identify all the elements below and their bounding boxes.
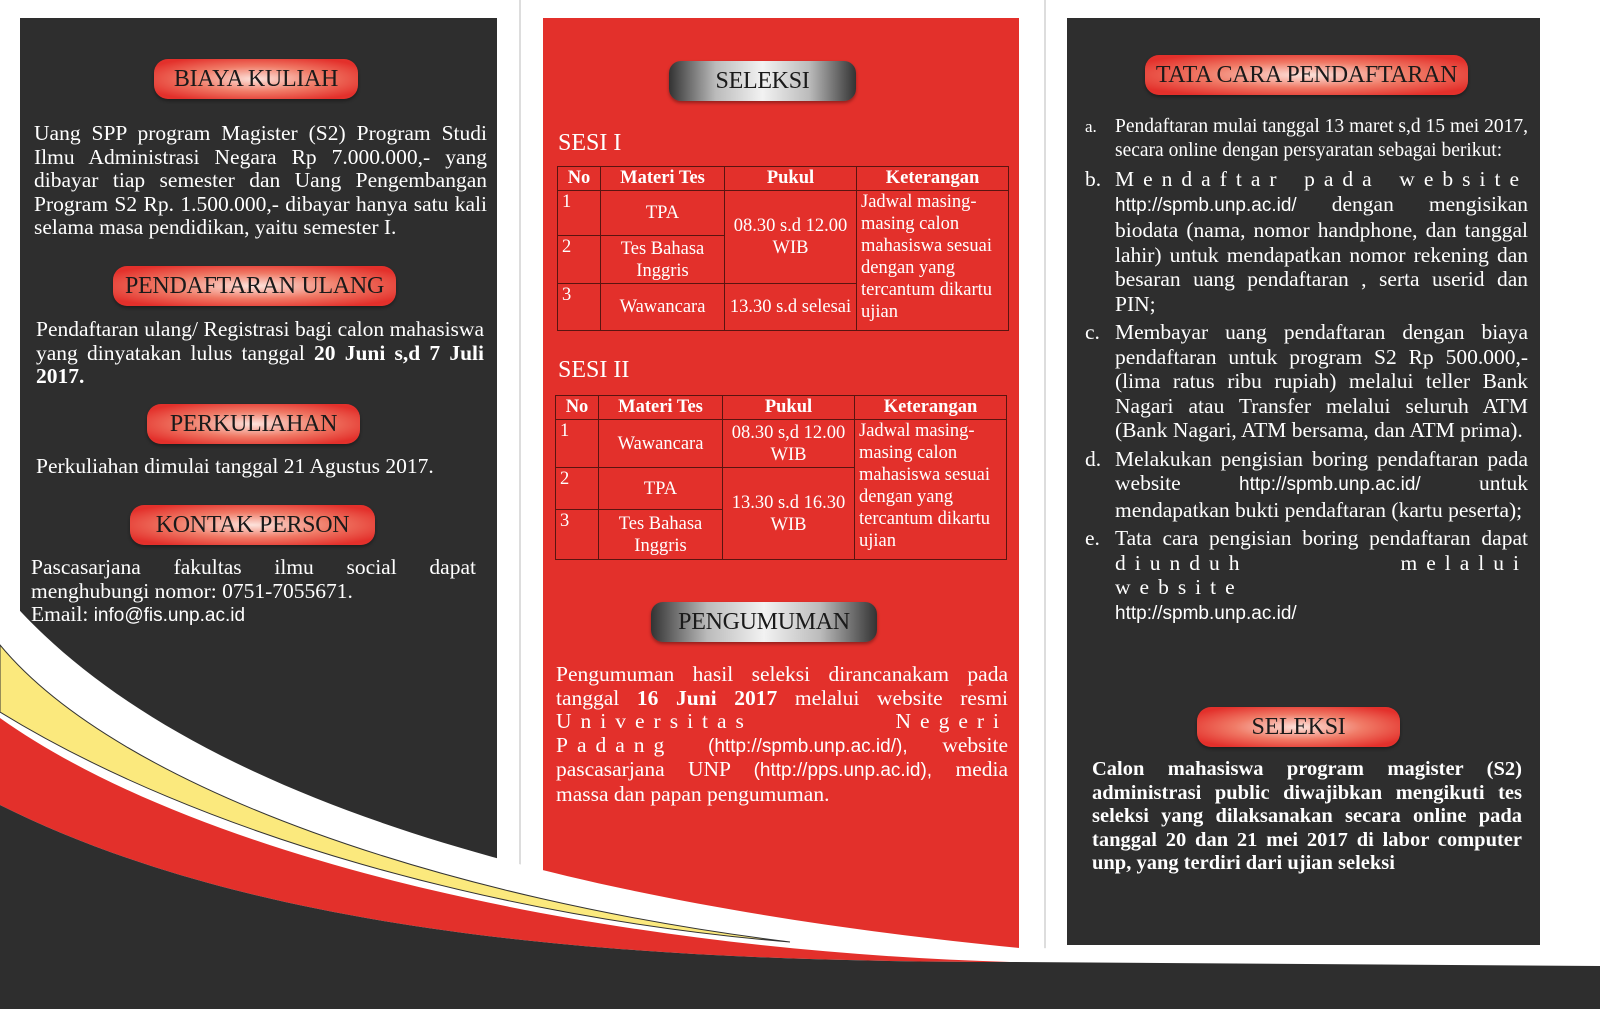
cell-pukul: 08.30 s.d 12.00 WIB <box>725 191 857 284</box>
table-row <box>558 191 1009 236</box>
item-text: Melakukan pengisian boring pendaftaran pada website <box>1115 446 1528 495</box>
item-key: c. <box>1085 320 1100 344</box>
pendaftaran-ulang-heading: PENDAFTARAN ULANG <box>113 266 396 306</box>
item-key: a. <box>1085 117 1097 136</box>
pengumuman-text <box>556 663 1008 806</box>
biaya-kuliah-heading: BIAYA KULIAH <box>154 59 358 99</box>
col-header: Pukul <box>723 396 855 420</box>
cell-no: 2 <box>558 236 601 284</box>
col-header: Keterangan <box>855 396 1007 420</box>
list-item <box>1085 526 1528 626</box>
item-key: e. <box>1085 526 1100 550</box>
list-item <box>1085 167 1528 316</box>
col-header: Keterangan <box>857 167 1009 191</box>
spmb-link[interactable]: http://spmb.unp.ac.id/ <box>1115 194 1297 216</box>
sesi-1-table <box>557 166 1009 331</box>
cell-keterangan: Jadwal masing-masing calon mahasiswa sesuai dengan yang tercantum dikartu ujian <box>857 191 1009 331</box>
list-item <box>1085 447 1528 523</box>
pengumuman-heading: PENGUMUMAN <box>651 602 877 642</box>
cell-no: 2 <box>556 468 599 510</box>
cell-materi: Wawancara <box>599 420 723 468</box>
cell-materi: Tes Bahasa Inggris <box>599 510 723 560</box>
cell-pukul: 13.30 s.d selesai <box>725 284 857 331</box>
col-header: No <box>558 167 601 191</box>
cell-no: 1 <box>556 420 599 468</box>
col-header: No <box>556 396 599 420</box>
biaya-kuliah-text: Uang SPP program Magister (S2) Program Studi Ilmu Administrasi Negara Rp 7.000.000,- yang dibayar tiap semester dan Uang Pengembangan Program S2 Rp. 1.500.000,- dibayar hanya satu kali selama masa pendidikan, yaitu semester I. <box>34 121 487 239</box>
item-text: Mendaftar pada website <box>1115 167 1528 191</box>
seleksi-right-heading: SELEKSI <box>1197 707 1400 747</box>
cell-keterangan: Jadwal masing-masing calon mahasiswa sesuai dengan yang tercantum dikartu ujian <box>855 420 1007 560</box>
item-text: Pendaftaran mulai tanggal 13 maret s,d 15 mei 2017, secara online dengan persyaratan sebagai berikut: <box>1115 116 1528 161</box>
text: melalui website resmi <box>794 685 1009 710</box>
cell-no: 3 <box>558 284 601 331</box>
cell-materi: Wawancara <box>601 284 725 331</box>
text: website pascasarjana UNP <box>556 732 1009 781</box>
item-text: Membayar uang pendaftaran dengan biaya pendaftaran untuk program S2 Rp 500.000,- (lima ratus ribu rupiah) melalui teller Bank Nagari atau Transfer melalui seluruh ATM (Bank Nagari, ATM bersama, dan ATM prima). <box>1115 320 1528 442</box>
cell-materi: TPA <box>601 191 725 236</box>
item-text: untuk mendapatkan bukti pendaftaran (kartu peserta); <box>1115 471 1528 522</box>
perkuliahan-text: Perkuliahan dimulai tanggal 21 Agustus 2017. <box>36 454 434 478</box>
kontak-person-heading: KONTAK PERSON <box>130 505 375 545</box>
col-header: Pukul <box>725 167 857 191</box>
list-item <box>1085 115 1528 163</box>
kontak-text: Pascasarjana fakultas ilmu social dapat menghubungi nomor: 0751-7055671. <box>31 555 476 603</box>
text: Universitas Negeri Padang <box>556 709 1008 757</box>
cell-pukul: 13.30 s.d 16.30 WIB <box>723 468 855 560</box>
seleksi-right-text: Calon mahasiswa program magister (S2) administrasi public diwajibkan mengikuti tes seleksi yang dilaksanakan secara online pada tanggal 20 dan 21 mei 2017 di labor computer unp, yang terdiri dari ujian seleksi <box>1092 758 1522 874</box>
col-header: Materi Tes <box>599 396 723 420</box>
spmb-link[interactable]: http://spmb.unp.ac.id/ <box>1115 602 1297 624</box>
cell-no: 1 <box>558 191 601 236</box>
text: media massa dan papan pengumuman. <box>556 757 1009 806</box>
registration-steps <box>1085 115 1528 630</box>
email-link[interactable]: info@fis.unp.ac.id <box>93 605 246 626</box>
col-header: Materi Tes <box>601 167 725 191</box>
pps-link[interactable]: (http://pps.unp.ac.id), <box>753 760 933 781</box>
ulang-dates: 20 Juni s,d 7 Juli 2017. <box>36 340 485 388</box>
table-row <box>556 420 1007 468</box>
ulang-text: Pendaftaran ulang/ Registrasi bagi calon mahasiswa yang dinyatakan lulus tanggal <box>36 317 484 365</box>
date: 16 Juni 2017 <box>636 685 778 710</box>
spmb-link[interactable]: (http://spmb.unp.ac.id/), <box>708 735 908 757</box>
text: Pengumuman hasil seleksi dirancanakam pada tanggal <box>556 662 1008 710</box>
item-text: diunduh melalui website <box>1115 550 1528 599</box>
cell-materi: Tes Bahasa Inggris <box>601 236 725 284</box>
sesi-1-label: SESI I <box>558 130 622 156</box>
sesi-2-table <box>555 395 1007 560</box>
cell-no: 3 <box>556 510 599 560</box>
list-item <box>1085 320 1528 443</box>
item-key: d. <box>1085 446 1102 471</box>
sesi-2-label: SESI II <box>558 357 630 383</box>
tata-cara-heading: TATA CARA PENDAFTARAN <box>1145 55 1468 95</box>
perkuliahan-heading: PERKULIAHAN <box>147 404 360 444</box>
cell-materi: TPA <box>599 468 723 510</box>
cell-pukul: 08.30 s,d 12.00 WIB <box>723 420 855 468</box>
item-text: dengan mengisikan biodata (nama, nomor handphone, dan tanggal lahir) untuk mendapatkan nomor rekening dan besaran uang pendaftaran , serta userid dan PIN; <box>1115 191 1528 316</box>
item-text: Tata cara pengisian boring pendaftaran dapat <box>1115 526 1528 550</box>
spmb-link[interactable]: http://spmb.unp.ac.id/ <box>1239 474 1421 495</box>
pendaftaran-ulang-text <box>36 318 484 389</box>
email-label: Email: <box>31 602 89 626</box>
item-key: b. <box>1085 167 1102 191</box>
kontak-person-text <box>31 556 476 628</box>
seleksi-heading: SELEKSI <box>669 61 856 101</box>
